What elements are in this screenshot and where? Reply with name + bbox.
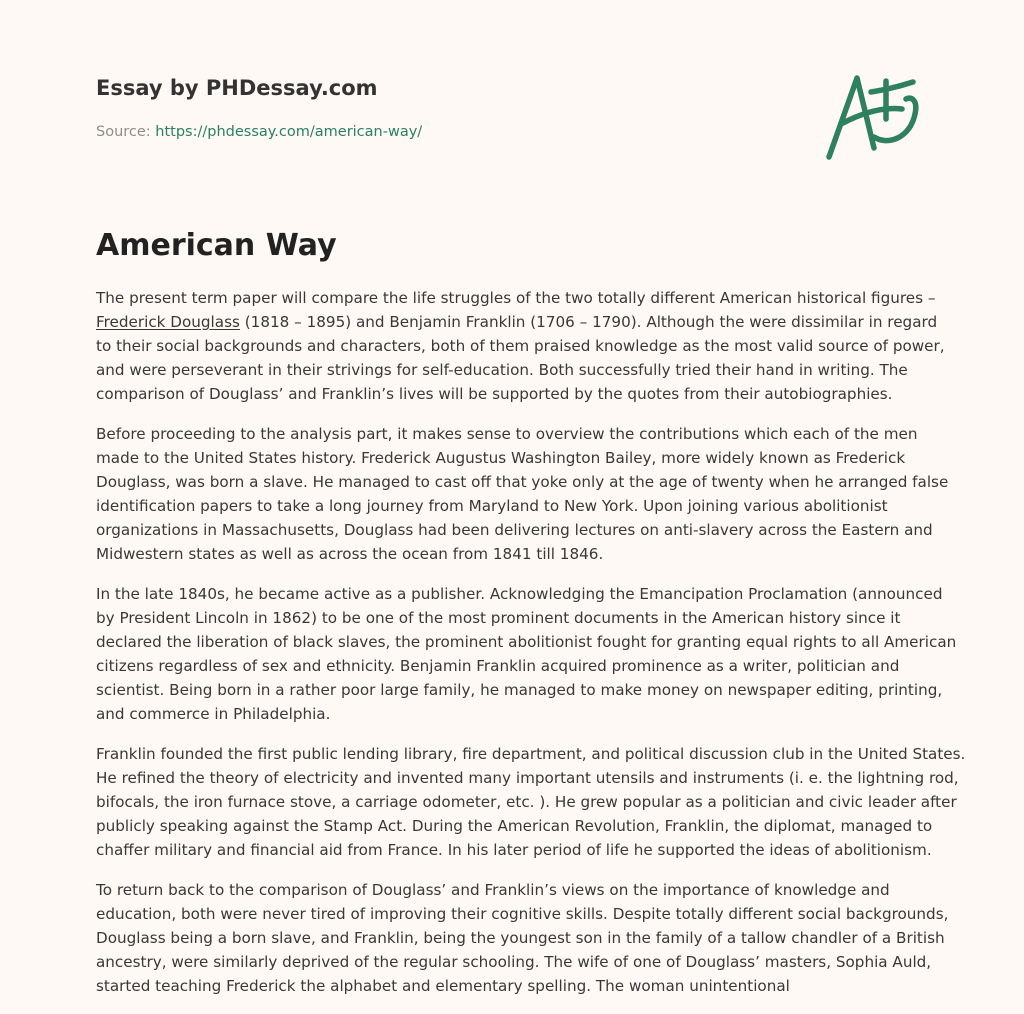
frederick-douglass-link[interactable]: Frederick Douglass (96, 313, 240, 331)
paragraph-line: To return back to the comparison of Douglass’ and Franklin’s views on the importance of knowledge and (96, 881, 890, 899)
paragraph (96, 286, 945, 406)
paragraph-line: publicly speaking against the Stamp Act. During the American Revolution, Franklin, the diplomat, managed to (96, 817, 933, 835)
paragraph-line (96, 310, 936, 334)
paragraph (96, 422, 949, 566)
paragraph (96, 582, 957, 726)
paragraph-line: Midwestern states as well as across the ocean from 1841 till 1846. (96, 545, 604, 563)
essay-body (96, 286, 966, 1014)
paragraph-line: scientist. Being born in a rather poor large family, he managed to make money on newspaper editing, printing, (96, 681, 943, 699)
essay-title: American Way (96, 228, 337, 263)
paragraph-line: started teaching Frederick the alphabet and elementary spelling. The woman unintentional (96, 977, 790, 995)
paragraph-line: Before proceeding to the analysis part, it makes sense to overview the contributions which each of the men (96, 425, 918, 443)
paragraph-line: The present term paper will compare the life struggles of the two totally different American historical figures – (96, 289, 936, 307)
paragraph (96, 742, 966, 862)
source-line (96, 124, 422, 140)
paragraph-line-rest: (1818 – 1895) and Benjamin Franklin (1706 – 1790). Although the were dissimilar in regard (239, 313, 938, 331)
paragraph-line: and were perseverant in their strivings for self-education. Both successfully tried their hand in writing. The (96, 361, 908, 379)
paragraph (96, 878, 949, 998)
a-plus-icon (818, 62, 930, 166)
paragraph-line: and commerce in Philadelphia. (96, 705, 331, 723)
paragraph-line: chaffer military and financial aid from France. In his later period of life he supported the ideas of abolitionism. (96, 841, 932, 859)
paragraph-line: Douglass being a born slave, and Franklin, being the youngest son in the family of a tallow chandler of a British (96, 929, 945, 947)
paragraph-line: declared the liberation of black slaves, the prominent abolitionist fought for granting equal rights to all American (96, 633, 957, 651)
paragraph-line: to their social backgrounds and characters, both of them praised knowledge as the most valid source of power, (96, 337, 945, 355)
paragraph-line: comparison of Douglass’ and Franklin’s lives will be supported by the quotes from their autobiographies. (96, 385, 893, 403)
paragraph-line: by President Lincoln in 1862) to be one of the most prominent documents in the American history since it (96, 609, 901, 627)
paragraph-line: bifocals, the iron furnace stove, a carriage odometer, etc. ). He grew popular as a politician and civic leader after (96, 793, 957, 811)
paragraph-line: organizations in Massachusetts, Douglass had been delivering lectures on anti-slavery across the Eastern and (96, 521, 933, 539)
paragraph-line: made to the United States history. Frederick Augustus Washington Bailey, more widely known as Frederick (96, 449, 906, 467)
paragraph-line: In the late 1840s, he became active as a publisher. Acknowledging the Emancipation Proclamation (announced (96, 585, 943, 603)
paragraph-line: identification papers to take a long journey from Maryland to New York. Upon joining various abolitionist (96, 497, 888, 515)
paragraph-line: education, both were never tired of improving their cognitive skills. Despite totally different social backgrounds, (96, 905, 949, 923)
paragraph-line: Franklin founded the first public lending library, fire department, and political discussion club in the United States. (96, 745, 966, 763)
paragraph-line: Douglass, was born a slave. He managed to cast off that yoke only at the age of twenty when he arranged false (96, 473, 949, 491)
paragraph-line: He refined the theory of electricity and invented many important utensils and instruments (i. e. the lightning rod, (96, 769, 959, 787)
paragraph-line: ancestry, were similarly deprived of the regular schooling. The wife of one of Douglass’ masters, Sophia Auld, (96, 953, 932, 971)
source-link[interactable]: https://phdessay.com/american-way/ (155, 124, 423, 140)
paragraph-line: citizens regardless of sex and ethnicity. Benjamin Franklin acquired prominence as a writer, politician and (96, 657, 900, 675)
site-title: Essay by PHDessay.com (96, 76, 378, 100)
source-label: Source: (96, 124, 156, 140)
